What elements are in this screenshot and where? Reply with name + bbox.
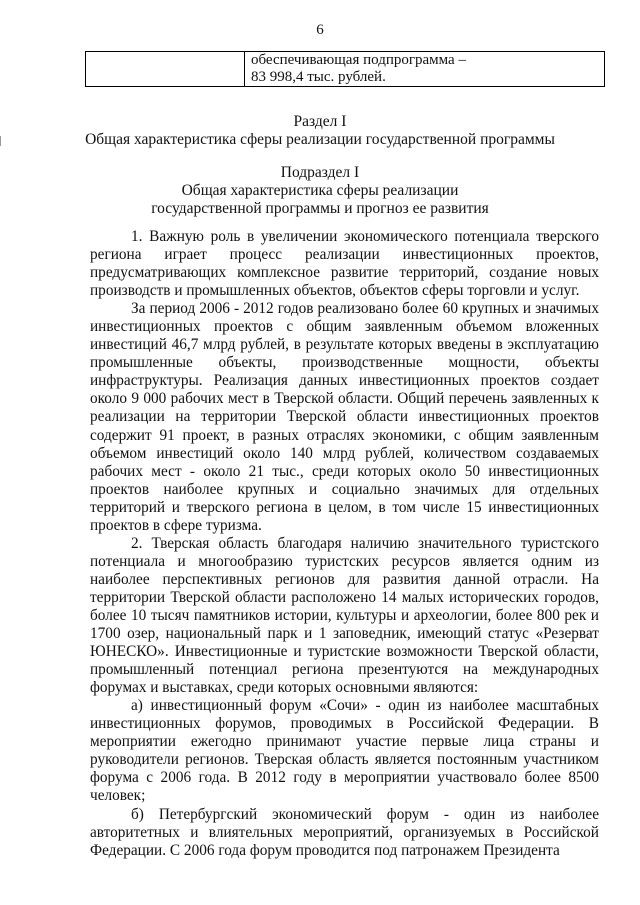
paragraph: За период 2006 - 2012 годов реализовано более 60 крупных и значимых инвестиционных проектов с общим заявленным объемом вложенных инвестиций 46,7 млрд рублей, в результате которых введены в эксплуатацию промышленные объекты, производственные мощности, объекты инфраструктуры. Реализация данных инвестиционных проектов создает около 9 000 рабочих мест в Тверской области. Общий перечень заявленных к реализации на территории Тверской области инвестиционных проектов содержит 91 проект, в разных отраслях экономики, с общим заявленным объемом инвестиций около 140 млрд рублей, количеством создаваемых рабочих мест - около 21 тыс., среди которых около 50 инвестиционных проектов наиболее крупных и социально значимых для отдельных территорий и тверского региона в целом, в том числе 15 инвестиционных проектов в сфере туризма. xyxy=(90,300,599,534)
document-body xyxy=(90,228,599,860)
subsection-title-line1: Общая характеристика сферы реализации xyxy=(181,182,459,199)
page-number: 6 xyxy=(316,22,324,38)
subsection-label: Подраздел I xyxy=(280,164,360,181)
continuation-table xyxy=(85,51,605,87)
section-title: Общая характеристика сферы реализации государственной программы xyxy=(85,131,555,148)
scan-edge-mark xyxy=(0,136,1,146)
section-label: Раздел I xyxy=(293,113,347,130)
table-row xyxy=(86,52,605,87)
table-cell-line: 83 998,4 тыс. рублей. xyxy=(251,69,386,85)
subsection-title-line2: государственной программы и прогноз ее развития xyxy=(151,200,489,217)
paragraph: а) инвестиционный форум «Сочи» - один из наиболее масштабных инвестиционных форумов, проводимых в Российской Федерации. В мероприятии ежегодно принимают участие первые лица страны и руководители регионов. Тверская область является постоянным участником форума с 2006 года. В 2012 году в мероприятии участвовало более 8500 человек; xyxy=(90,697,599,805)
paragraph: 2. Тверская область благодаря наличию значительного туристского потенциала и многообразию туристских ресурсов является одним из наиболее перспективных регионов для развития данной отрасли. На территории Тверской области расположено 14 малых исторических городов, более 10 тысяч памятников истории, культуры и археологии, более 800 рек и 1700 озер, национальный парк и 1 заповедник, имеющий статус «Резерват ЮНЕСКО». Инвестиционные и туристские возможности Тверской области, промышленный потенциал региона презентуются на международных форумах и выставках, среди которых основными являются: xyxy=(90,534,599,697)
table-cell-left xyxy=(86,52,245,87)
paragraph: б) Петербургский экономический форум - один из наиболее авторитетных и влиятельных мероприятий, организуемых в Российской Федерации. С 2006 года форум проводится под патронажем Президента xyxy=(90,805,599,859)
table-cell-line: обеспечивающая подпрограмма – xyxy=(251,52,466,68)
paragraph: 1. Важную роль в увеличении экономического потенциала тверского региона играет процесс реализации инвестиционных проектов, предусматривающих комплексное развитие территорий, создание новых производств и промышленных объектов, объектов сферы торговли и услуг. xyxy=(90,228,599,300)
table-cell-right xyxy=(245,52,605,87)
